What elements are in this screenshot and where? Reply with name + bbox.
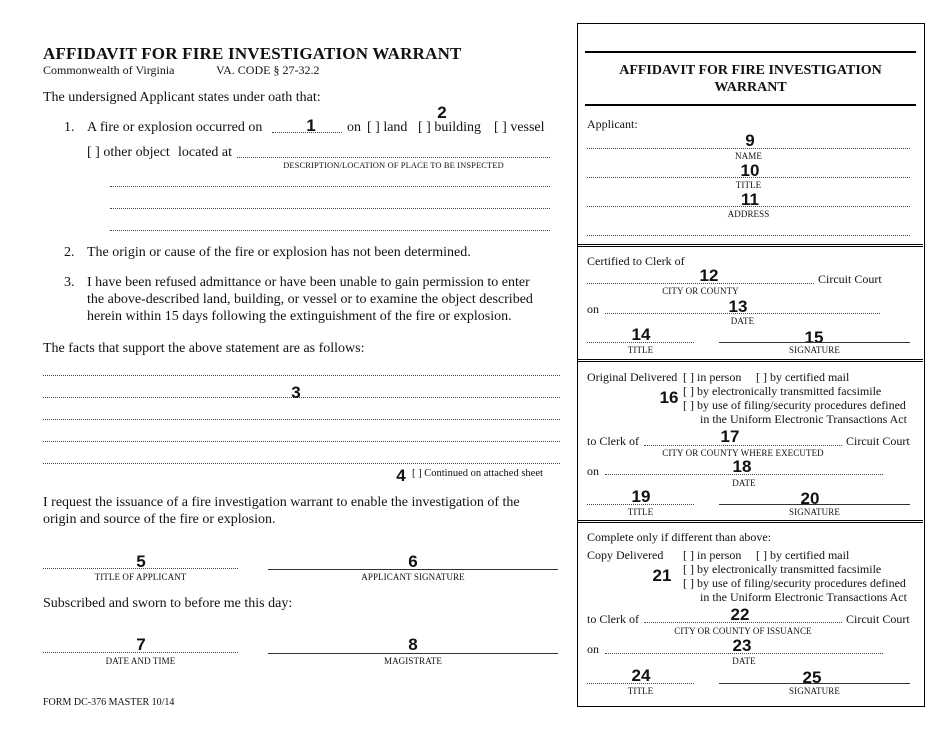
executed-date-field[interactable]	[605, 474, 883, 475]
marker-14: 14	[631, 325, 651, 344]
marker-8: 8	[408, 635, 418, 654]
panel-title-line1: AFFIDAVIT FOR FIRE INVESTIGATION	[619, 63, 882, 78]
facts-line-1[interactable]	[43, 375, 560, 376]
title-rule-bottom	[585, 104, 916, 106]
signature-caption-2: SIGNATURE	[789, 507, 840, 517]
place-field-2[interactable]	[110, 186, 550, 187]
title-caption-1: TITLE	[627, 345, 654, 355]
marker-21: 21	[652, 566, 672, 585]
item3-line3: herein within 15 days following the extinguishment of the fire or explosion.	[87, 309, 512, 324]
title-of-applicant-caption: TITLE OF APPLICANT	[94, 572, 187, 582]
copy-certified-mail-checkbox[interactable]: [ ] by certified mail	[756, 548, 850, 562]
signature-caption-3: SIGNATURE	[789, 686, 840, 696]
marker-10: 10	[740, 161, 760, 180]
certified-date-field[interactable]	[605, 313, 880, 314]
orig-filing-checkbox[interactable]: [ ] by use of filing/security procedures defined	[683, 398, 906, 412]
item-number-1: 1.	[64, 120, 75, 135]
circuit-court-2: Circuit Court	[846, 434, 910, 448]
title-caption-3: TITLE	[627, 686, 654, 696]
marker-5: 5	[136, 552, 146, 571]
date-caption-2: DATE	[732, 478, 756, 488]
marker-12: 12	[699, 266, 719, 285]
copy-facsimile-checkbox[interactable]: [ ] by electronically transmitted facsimile	[683, 562, 882, 576]
divider-2	[577, 359, 923, 362]
place-field-4[interactable]	[110, 230, 550, 231]
intro-text: The undersigned Applicant states under oath that:	[43, 90, 321, 105]
form-title: AFFIDAVIT FOR FIRE INVESTIGATION WARRANT	[43, 44, 462, 63]
form-id: FORM DC-376 MASTER 10/14	[43, 697, 175, 708]
executed-title-field[interactable]	[587, 504, 694, 505]
divider-1	[577, 244, 923, 247]
item1-on: on	[347, 120, 361, 135]
item1-text: A fire or explosion occurred on	[87, 120, 263, 135]
applicant-signature-field[interactable]	[268, 569, 558, 570]
item3-line2: the above-described land, building, or vessel or to examine the object described	[87, 292, 533, 307]
title-rule-top	[585, 51, 916, 53]
title-caption-2: TITLE	[627, 507, 654, 517]
place-field-3[interactable]	[110, 208, 550, 209]
date-time-field[interactable]	[43, 652, 238, 653]
marker-11: 11	[741, 190, 759, 209]
circuit-court-1: Circuit Court	[818, 272, 882, 286]
applicant-title-field[interactable]	[43, 568, 238, 569]
marker-7: 7	[136, 635, 146, 654]
to-clerk-label-2: to Clerk of	[587, 612, 639, 626]
executed-city-field[interactable]	[644, 445, 842, 446]
request-line1: I request the issuance of a fire investigation warrant to enable the investigation of the	[43, 495, 520, 510]
facts-intro: The facts that support the above statement are as follows:	[43, 341, 365, 356]
on-label-1: on	[587, 302, 599, 316]
located-at-label: located at	[178, 145, 233, 160]
item-number-3: 3.	[64, 275, 75, 290]
orig-in-person-checkbox[interactable]: [ ] in person	[683, 370, 742, 384]
city-county-issuance-caption: CITY OR COUNTY OF ISSUANCE	[674, 626, 812, 636]
marker-18: 18	[732, 457, 752, 476]
date-caption-3: DATE	[732, 656, 756, 666]
magistrate-caption: MAGISTRATE	[383, 656, 442, 666]
marker-6: 6	[408, 552, 418, 571]
orig-certified-mail-checkbox[interactable]: [ ] by certified mail	[756, 370, 850, 384]
divider-3	[577, 520, 923, 523]
marker-23: 23	[732, 636, 752, 655]
applicant-signature-caption: APPLICANT SIGNATURE	[361, 572, 465, 582]
applicant-title-field-right[interactable]	[587, 177, 910, 178]
orig-filing-line2: in the Uniform Electronic Transactions Act	[700, 412, 907, 426]
issuance-city-field[interactable]	[644, 622, 842, 623]
marker-1: 1	[306, 116, 316, 135]
item2-text: The origin or cause of the fire or explosion has not been determined.	[87, 245, 471, 260]
date-caption-1: DATE	[730, 316, 755, 326]
continued-checkbox[interactable]: [ ] Continued on attached sheet	[412, 468, 543, 479]
marker-3: 3	[291, 383, 301, 402]
panel-title-line2: WARRANT	[714, 80, 787, 95]
sworn-text: Subscribed and sworn to before me this day:	[43, 596, 293, 611]
name-caption: NAME	[735, 151, 762, 161]
certified-city-field[interactable]	[587, 283, 814, 284]
address-caption: ADDRESS	[727, 209, 770, 219]
marker-20: 20	[800, 489, 820, 508]
place-field-1[interactable]	[237, 157, 550, 158]
marker-15: 15	[804, 328, 824, 347]
city-county-executed-caption: CITY OR COUNTY WHERE EXECUTED	[662, 448, 824, 458]
applicant-address-field-2[interactable]	[587, 235, 910, 236]
marker-2: 2	[437, 103, 447, 122]
city-or-county-caption: CITY OR COUNTY	[662, 286, 739, 296]
issuance-date-field[interactable]	[605, 653, 883, 654]
marker-22: 22	[730, 605, 750, 624]
signature-caption-1: SIGNATURE	[789, 345, 840, 355]
copy-in-person-checkbox[interactable]: [ ] in person	[683, 548, 742, 562]
jurisdiction: Commonwealth of Virginia	[43, 63, 175, 77]
item3-line1: I have been refused admittance or have been unable to gain permission to enter	[87, 275, 530, 290]
marker-25: 25	[802, 668, 822, 687]
land-checkbox[interactable]: [ ] land	[367, 120, 408, 135]
magistrate-signature-field[interactable]	[268, 653, 558, 654]
copy-filing-line2: in the Uniform Electronic Transactions Act	[700, 590, 907, 604]
other-object-checkbox[interactable]: [ ] other object	[87, 145, 170, 160]
to-clerk-label-1: to Clerk of	[587, 434, 639, 448]
original-delivered-label: Original Delivered	[587, 370, 678, 384]
place-caption: DESCRIPTION/LOCATION OF PLACE TO BE INSPECTED	[283, 160, 504, 170]
on-label-3: on	[587, 642, 599, 656]
date-time-caption: DATE AND TIME	[105, 656, 176, 666]
copy-delivered-label: Copy Delivered	[587, 548, 664, 562]
applicant-label: Applicant:	[587, 117, 638, 131]
va-code: VA. CODE § 27-32.2	[216, 63, 320, 77]
marker-19: 19	[631, 487, 651, 506]
complete-only-label: Complete only if different than above:	[587, 530, 772, 544]
issuance-title-field[interactable]	[587, 683, 694, 684]
building-checkbox[interactable]: [ ] building	[418, 120, 481, 135]
facts-line-5[interactable]	[43, 463, 560, 464]
facts-line-3[interactable]	[43, 419, 560, 420]
marker-4: 4	[396, 466, 406, 485]
on-label-2: on	[587, 464, 599, 478]
item-number-2: 2.	[64, 245, 75, 260]
copy-filing-checkbox[interactable]: [ ] by use of filing/security procedures defined	[683, 576, 906, 590]
marker-24: 24	[631, 666, 651, 685]
applicant-address-field[interactable]	[587, 206, 910, 207]
vessel-checkbox[interactable]: [ ] vessel	[494, 120, 545, 135]
marker-9: 9	[745, 131, 755, 150]
orig-facsimile-checkbox[interactable]: [ ] by electronically transmitted facsimile	[683, 384, 882, 398]
marker-16: 16	[659, 388, 679, 407]
facts-line-4[interactable]	[43, 441, 560, 442]
certified-signature-field[interactable]	[719, 342, 910, 343]
executed-signature-field[interactable]	[719, 504, 910, 505]
issuance-signature-field[interactable]	[719, 683, 910, 684]
marker-13: 13	[728, 297, 748, 316]
certified-label: Certified to Clerk of	[587, 254, 685, 268]
circuit-court-3: Circuit Court	[846, 612, 910, 626]
request-line2: origin and source of the fire or explosion.	[43, 512, 276, 527]
certified-title-field[interactable]	[587, 342, 694, 343]
applicant-name-field[interactable]	[587, 148, 910, 149]
title-caption: TITLE	[735, 180, 762, 190]
marker-17: 17	[720, 427, 740, 446]
